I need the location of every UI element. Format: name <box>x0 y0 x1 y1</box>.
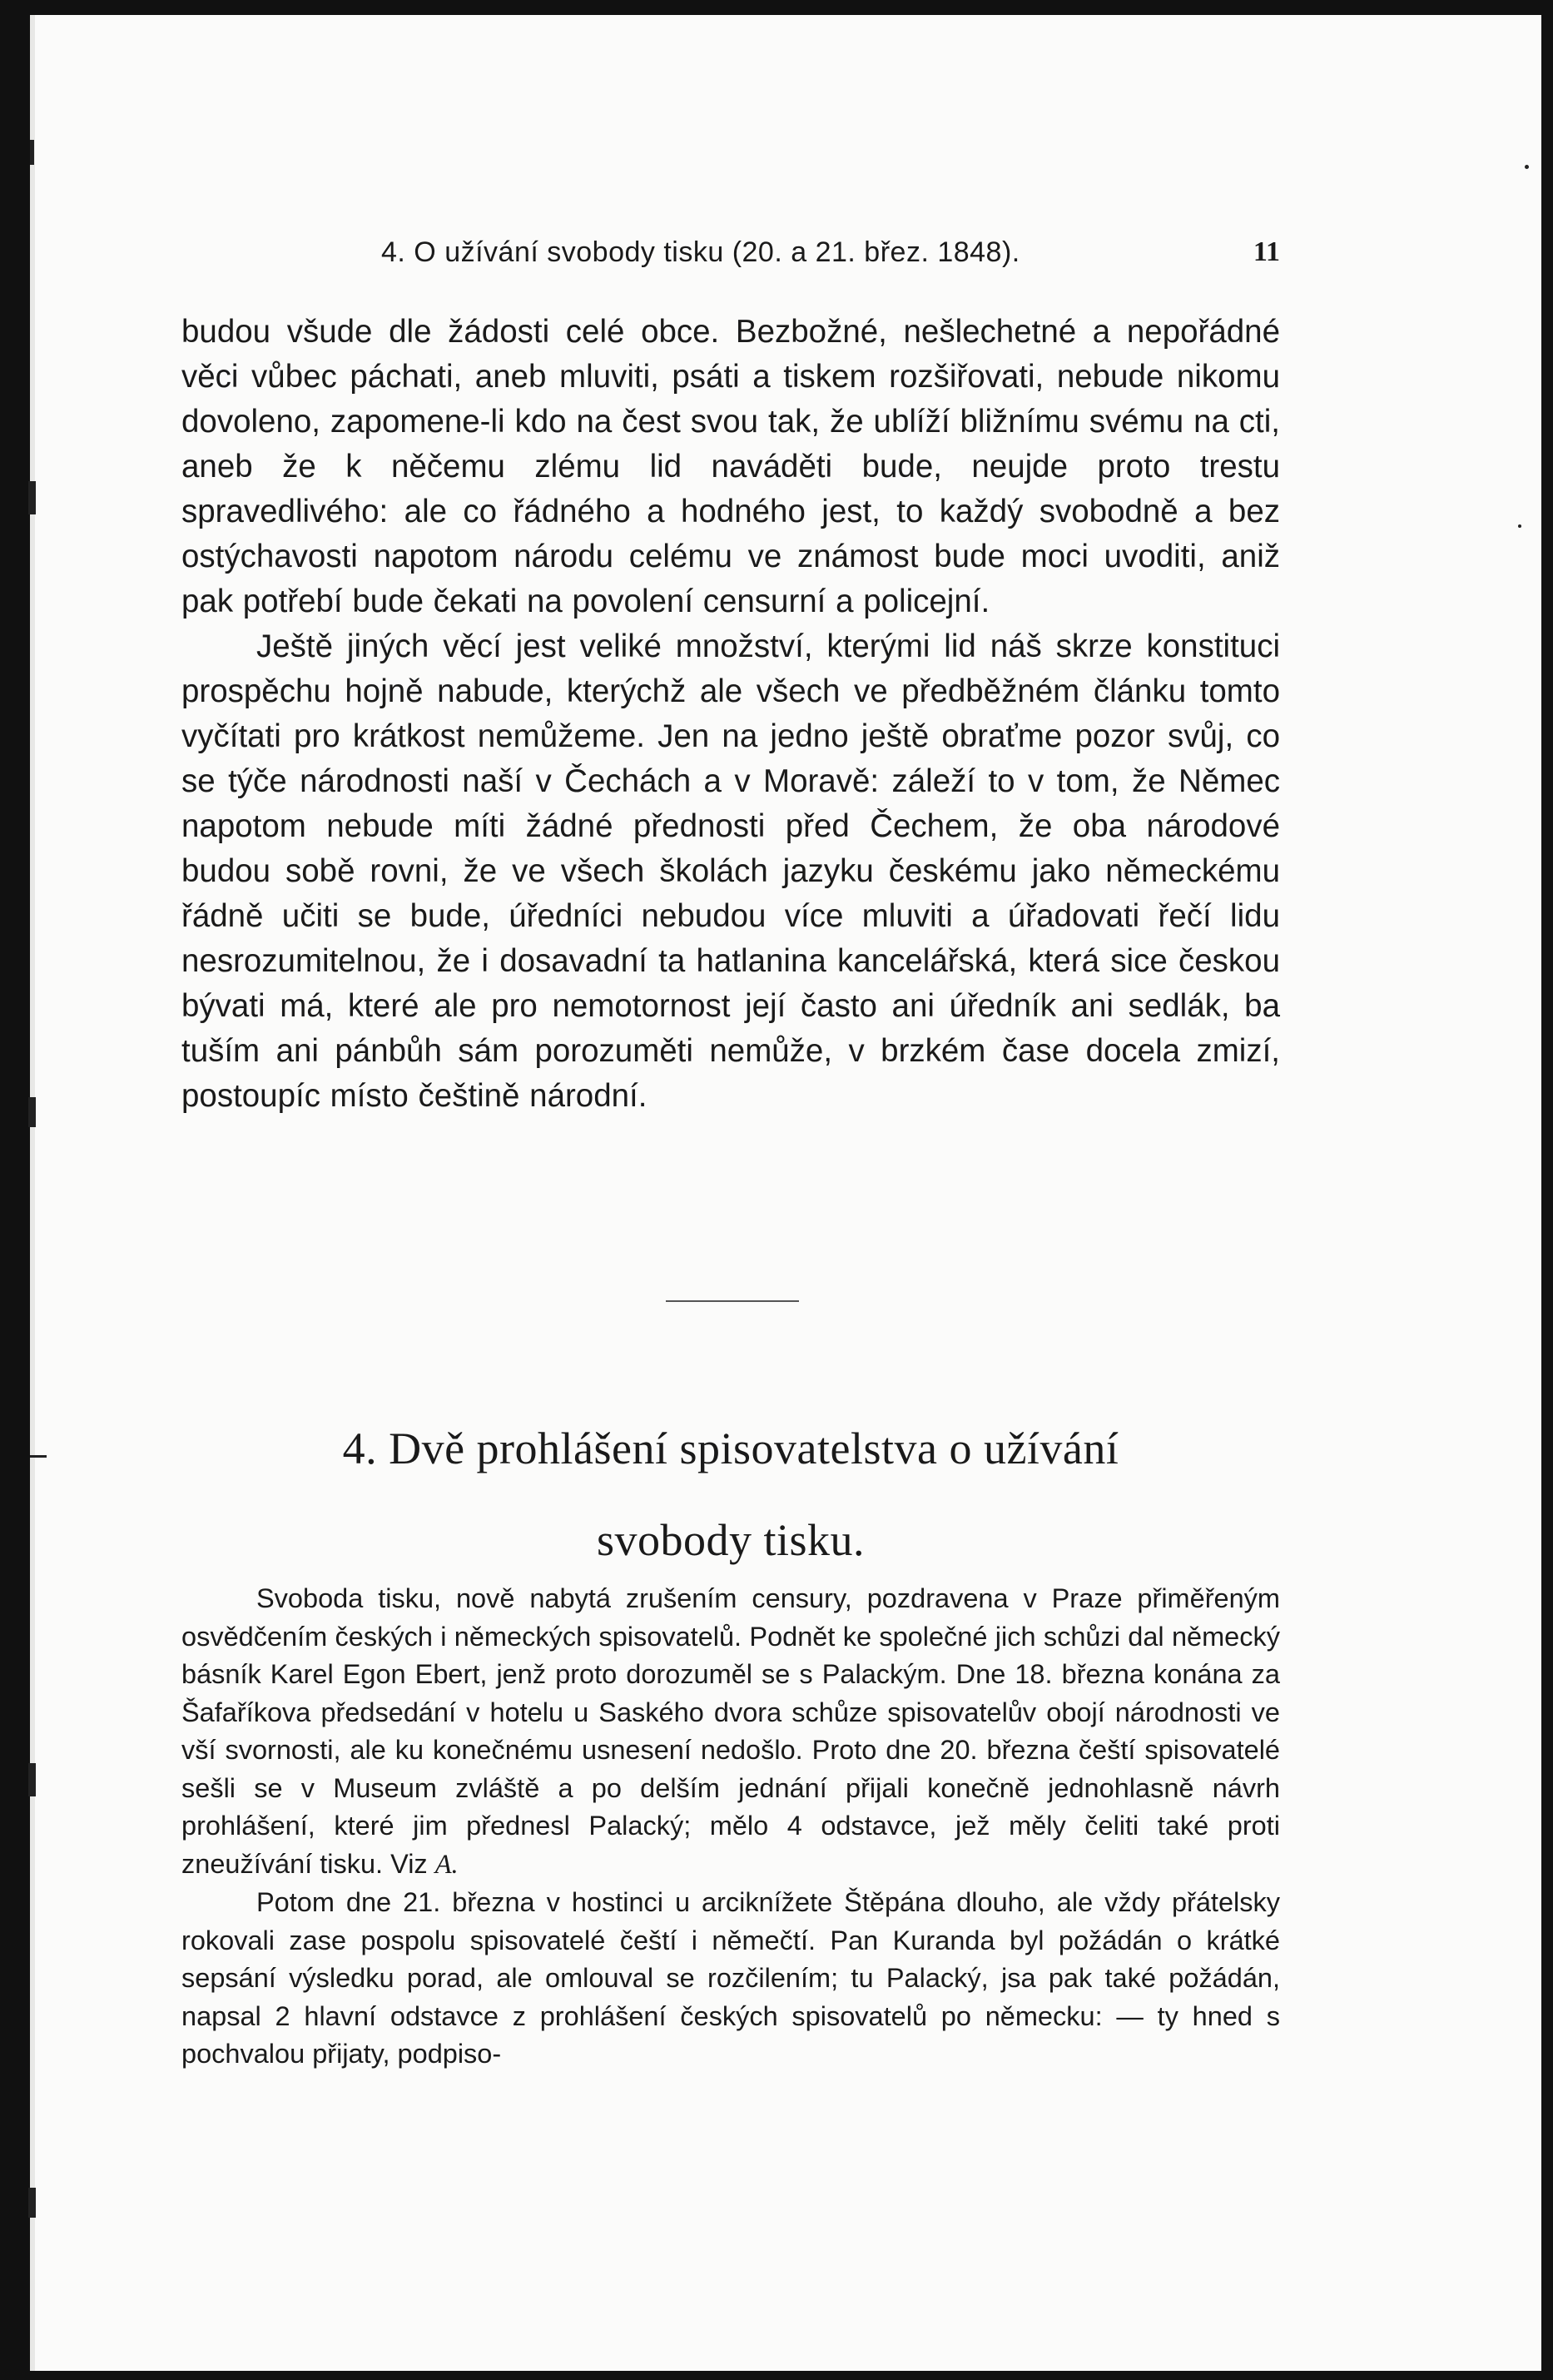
binding-mark <box>28 1097 36 1127</box>
binding-mark <box>28 1763 36 1796</box>
intro-text <box>181 1580 1280 2074</box>
binding-mark <box>28 2188 36 2218</box>
body-paragraph: Ještě jiných věcí jest veliké množství, kterými lid náš skrze konstituci prospěchu hojně nabude, kterýchž ale všech ve předběžném článku tomto vyčítati pro krátkost nemůžeme. Jen na jedno ještě obraťme pozor svůj, co se týče národnosti naší v Čechách a v Moravě: záleží to v tom, že Němec napotom nebude míti žádné přednosti před Čechem, že oba národové budou sobě rovni, že ve všech školách jazyku českému jako německému řádně učiti se bude, úředníci nebudou více mluviti a úřadovati řečí lidu nesrozumitelnou, že i dosavadní ta hatlanina kancelářská, která sice českou bývati má, které ale pro nemotornost její často ani úředník ani sedlák, ba tuším ani pánbůh sám porozuměti nemůže, v brzkém čase docela zmizí, postoupíc místo češtině národní. <box>181 629 1280 1114</box>
binding-mark <box>30 1455 47 1458</box>
binding-mark <box>30 140 34 165</box>
running-title: 4. O užívání svobody tisku (20. a 21. břez. 1848). <box>381 236 1020 268</box>
binding-mark <box>28 481 36 514</box>
speck-mark <box>1525 165 1529 169</box>
intro-paragraph <box>181 1580 1280 1884</box>
intro-paragraph: Potom dne 21. března v hostinci u arciknížete Štěpána dlouho, ale vždy přátelsky rokovali zase pospolu spisovatelé čeští i němečtí. Pan Kuranda byl požádán o krátké sepsání výsledku porad, ale omlouval se rozčilením; tu Palacký, jsa pak také požádán, napsal 2 hlavní odstavce z prohlášení českých spisovatelů po německu: — ty hned s pochvalou přijaty, podpiso- <box>181 1887 1280 2069</box>
running-header <box>181 226 1280 276</box>
intro-paragraph-text: Svoboda tisku, nově nabytá zrušením censury, pozdravena v Praze přiměřeným osvědčením českých i německých spisovatelů. Podnět ke společné jich schůzi dal německý básník Karel Egon Ebert, jenž proto dorozuměl se s Palackým. Dne 18. března konána za Šafaříkova předsedání v hotelu u Saského dvora schůze spisovatelův obojí národnosti ve vší svornosti, ale ku konečnému usnesení nedošlo. Proto dne 20. března čeští spisovatelé sešli se v Museum zvláště a po delším jednání přijali konečně jednohlasně návrh prohlášení, které jim přednesl Palacký; mělo 4 odstavce, jež měly čeliti také proti zneužívání tisku. Viz <box>181 1583 1280 1879</box>
speck-mark <box>1518 524 1521 528</box>
body-text <box>181 310 1280 1119</box>
section-separator <box>666 1300 799 1302</box>
appendix-reference: A. <box>434 1849 459 1880</box>
page-number: 11 <box>1253 236 1280 267</box>
section-heading <box>181 1403 1280 1586</box>
section-heading-line: svobody tisku. <box>596 1515 866 1565</box>
section-heading-line: 4. Dvě prohlášení spisovatelstva o užívání <box>342 1424 1119 1473</box>
body-paragraph: budou všude dle žádosti celé obce. Bezbožné, nešlechetné a nepořádné věci vůbec páchati, aneb mluviti, psáti a tiskem rozšiřovati, nebude nikomu dovoleno, zapomene-li kdo na čest svou tak, že ublíží bližnímu svému na cti, aneb že k něčemu zlému lid naváděti bude, neujde proto trestu spravedlivého: ale co řádného a hodného jest, to každý svobodně a bez ostýchavosti napotom národu celému ve známost bude moci uvoditi, aniž pak potřebí bude čekati na povolení censurní a policejní. <box>181 314 1280 619</box>
